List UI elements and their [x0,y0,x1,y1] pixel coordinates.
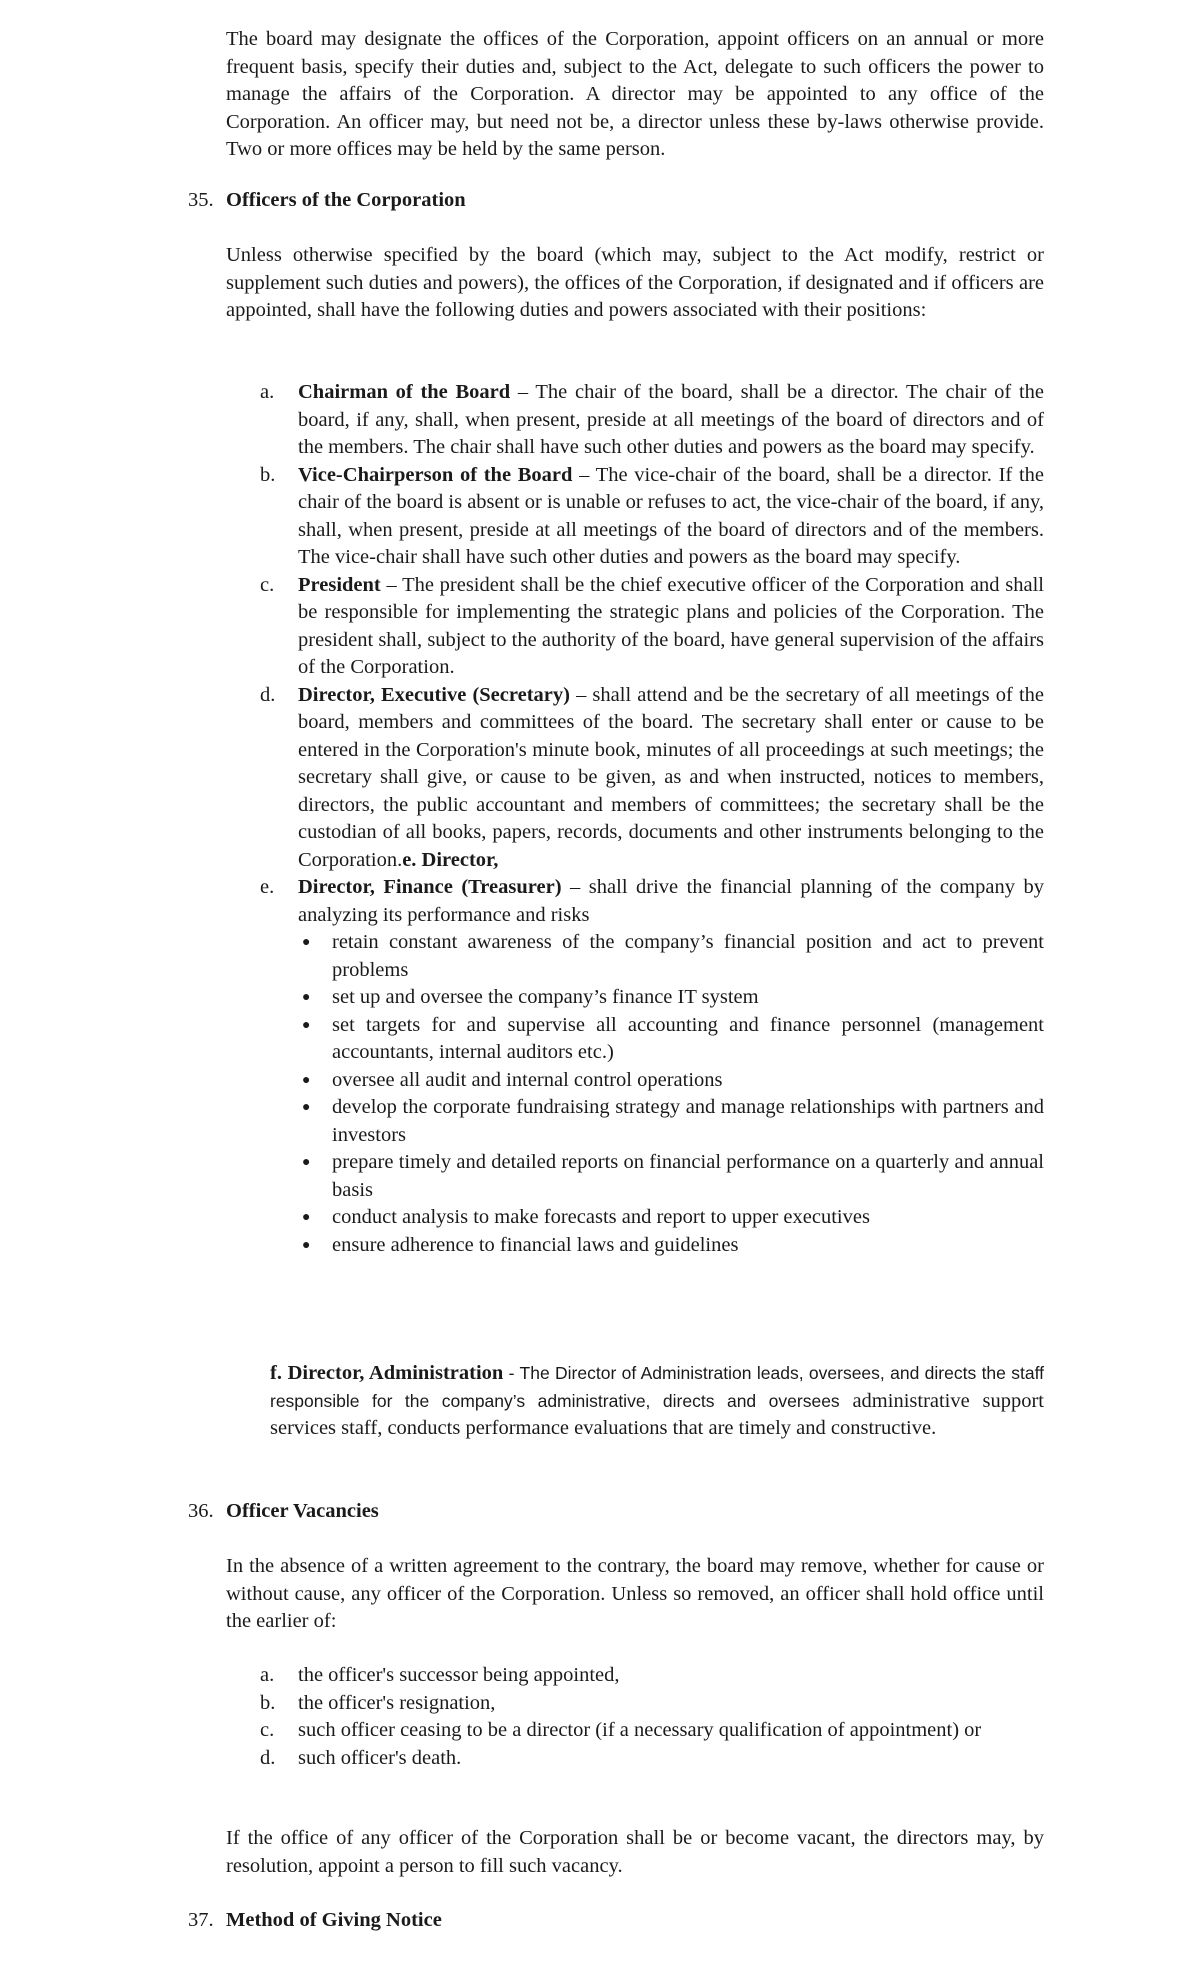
intro-paragraph: The board may designate the offices of the Corporation, appoint officers on an annual or more frequent basis, specify their duties and, subject to the Act, delegate to such officers the power to manage the affairs of the Corporation. A director may be appointed to any office of the Corporation. An officer may, but need not be, a director unless these by-laws otherwise provide. Two or more offices may be held by the same person. [226,28,1044,160]
officer-title: Vice-Chairperson of the Board [298,463,573,486]
section-36-title: Officer Vacancies [226,1500,379,1522]
list-marker: c. [260,1719,275,1741]
officer-text: – The president shall be the chief executive officer of the Corporation and shall be responsible for implementing the strategic plans and policies of the Corporation. The president shall, subject to the authority of the board, have general supervision of the affairs of the Corporation. [298,573,1044,678]
vacancy-conditions-list [260,1662,1044,1772]
bullet-icon: ● [302,1237,311,1253]
list-item: c. such officer ceasing to be a director (if a necessary qualification of appointment) or [260,1717,1044,1745]
list-item: a. the officer's successor being appointed, [260,1662,1044,1690]
officer-item-vice-chair [260,462,1044,572]
section-37-title: Method of Giving Notice [226,1909,442,1931]
list-marker: c. [260,573,275,596]
list-item: b. the officer's resignation, [260,1690,1044,1718]
list-item: ● ensure adherence to financial laws and guidelines [298,1232,1044,1260]
officer-text: – The vice-chair of the board, shall be a director. If the chair of the board is absent or is unable or refuses to act, the vice-chair of the board, if any, shall, when present, preside at all meetings of the board of directors and of the members. The vice-chair shall have such other duties and powers as the board may specify. [298,463,1044,568]
officer-text: administrative support services staff, conducts performance evaluations that are timely and constructive. [270,1389,1044,1439]
list-marker: a. [260,381,275,403]
officer-item-chairman [260,379,1044,462]
list-marker: b. [260,463,276,486]
officer-title: Director, Administration [287,1362,504,1384]
bullet-icon: ● [302,1072,311,1088]
officer-item-president [260,572,1044,682]
list-item: ● set targets for and supervise all accounting and finance personnel (management accountants, internal auditors etc.) [302,1013,1044,1063]
officer-title: Chairman of the Board [298,381,511,403]
section-35-number: 35. [188,189,214,211]
list-marker: b. [260,1691,276,1714]
list-item: d. such officer's death. [260,1745,1044,1773]
officer-title: President [298,573,381,596]
officer-text-tail: e. Director, [402,848,499,871]
bullet-icon: ● [302,935,311,950]
list-marker: a. [260,1664,275,1686]
section-36-body: In the absence of a written agreement to the contrary, the board may remove, whether for cause or without cause, any officer of the Corporation. Unless so removed, an officer shall hold office until the earlier of: [226,1555,1044,1632]
section-36-heading [188,1498,379,1526]
section-35-heading [188,187,466,215]
officer-text: – The chair of the board, shall be a director. The chair of the board, if any, shall, when present, preside at all meetings of the board of directors and of the members. The chair shall have such other duties and powers as the board may specify. [298,381,1044,458]
section-37-heading [188,1907,442,1935]
section-36-number: 36. [188,1500,214,1522]
list-marker: d. [260,683,276,706]
section-36-closing: If the office of any officer of the Corporation shall be or become vacant, the directors may, by resolution, appoint a person to fill such vacancy. [226,1827,1044,1877]
officer-text: – shall drive the financial planning of the company by analyzing its performance and risks [298,876,1044,926]
officer-title: Director, Finance (Treasurer) [298,876,562,898]
list-marker: e. [260,876,275,898]
section-35-title: Officers of the Corporation [226,189,466,211]
list-marker: f. [270,1362,282,1384]
officer-item-administration [270,1360,1044,1443]
officer-text-sans: - The Director of Administration leads, oversees, and directs the staff responsible for the company’s administrative, directs and oversees [270,1363,1044,1411]
section-35-body: Unless otherwise specified by the board (which may, subject to the Act modify, restrict or supplement such duties and powers), the offices of the Corporation, if designated and if officers are appointed, shall have the following duties and powers associated with their positions: [226,244,1044,321]
list-item: ● conduct analysis to make forecasts and report to upper executives [298,1204,1044,1232]
treasurer-duties-list [298,929,1044,1259]
list-item: ● oversee all audit and internal control operations [298,1067,1044,1095]
officer-item-treasurer [260,874,1044,1259]
officer-item-secretary [260,682,1044,875]
list-item: ● prepare timely and detailed reports on financial performance on a quarterly and annual basis [302,1151,1044,1201]
bullet-icon: ● [302,1155,311,1170]
list-item: ● set up and oversee the company’s finance IT system [298,984,1044,1012]
bullet-icon: ● [302,990,311,1005]
officer-title: Director, Executive (Secretary) [298,683,570,706]
section-37-number: 37. [188,1909,214,1931]
list-marker: d. [260,1746,276,1769]
list-item: ● retain constant awareness of the company’s financial position and act to prevent problems [302,931,1044,981]
officer-text: – shall attend and be the secretary of all meetings of the board, members and committees of the board. The secretary shall enter or cause to be entered in the Corporation's minute book, minutes of all proceedings at such meetings; the secretary shall give, or cause to be given, as and when instructed, notices to members, directors, the public accountant and members of committees; the secretary shall be the custodian of all books, papers, records, documents and other instruments belonging to the Corporation. [298,683,1044,871]
bullet-icon: ● [302,1210,311,1225]
bullet-icon: ● [302,1017,311,1033]
list-item: ● develop the corporate fundraising strategy and manage relationships with partners and investors [302,1096,1044,1146]
officer-list [260,379,1044,1259]
bullet-icon: ● [302,1100,311,1115]
